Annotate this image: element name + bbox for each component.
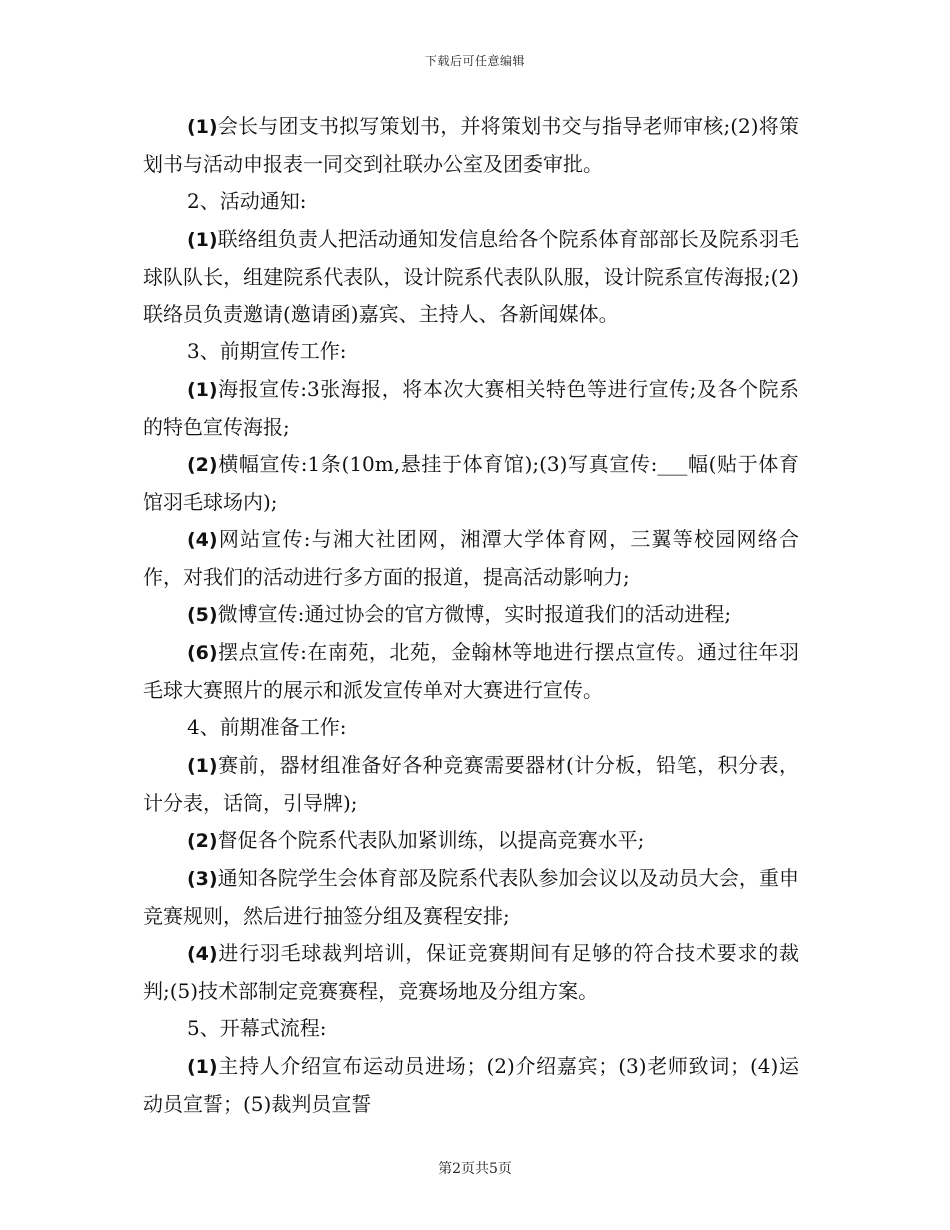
document-body: [143, 108, 799, 1123]
paragraph: [143, 634, 799, 709]
paragraph-text: 海报宣传:3张海报，将本次大赛相关特色等进行宣传;及各个院系的特色宣传海报;: [143, 377, 799, 439]
paragraph: [143, 596, 799, 634]
item-number: (4): [187, 943, 218, 965]
paragraph-text: 联络组负责人把活动通知发信息给各个院系体育部部长及院系羽毛球队队长，组建院系代表队，设计院系代表队队服，设计院系宣传海报;(2)联络员负责邀请(邀请函)嘉宾、主持人、各新闻媒体。: [143, 227, 799, 326]
page-number: 第2页共5页: [438, 1161, 512, 1177]
section-heading: [143, 183, 799, 221]
item-number: (4): [187, 529, 218, 551]
paragraph-text: 微博宣传:通过协会的官方微博，实时报道我们的活动进程;: [217, 602, 732, 626]
item-number: (2): [187, 454, 218, 476]
paragraph: [143, 108, 799, 183]
paragraph: [143, 221, 799, 333]
paragraph-text: 3、前期宣传工作:: [187, 339, 347, 363]
paragraph-text: 督促各个院系代表队加紧训练，以提高竞赛水平;: [217, 828, 645, 852]
paragraph: [143, 935, 799, 1010]
item-number: (1): [187, 1056, 218, 1078]
item-number: (1): [187, 755, 218, 777]
item-number: (1): [187, 116, 218, 138]
paragraph-text: 摆点宣传:在南苑，北苑，金翰林等地进行摆点宣传。通过往年羽毛球大赛照片的展示和派发宣传单对大赛进行宣传。: [143, 640, 799, 702]
paragraph-text: 会长与团支书拟写策划书，并将策划书交与指导老师审核;(2)将策划书与活动申报表一同交到社联办公室及团委审批。: [143, 114, 799, 176]
section-heading: [143, 1010, 799, 1048]
paragraph: [143, 1048, 799, 1123]
paragraph-text: 5、开幕式流程:: [187, 1016, 327, 1040]
paragraph-text: 2、活动通知:: [187, 189, 307, 213]
paragraph: [143, 747, 799, 822]
section-heading: [143, 709, 799, 747]
paragraph-text: 主持人介绍宣布运动员进场；(2)介绍嘉宾；(3)老师致词；(4)运动员宣誓；(5)裁判员宣誓: [143, 1054, 799, 1116]
paragraph: [143, 371, 799, 446]
page-header: 下载后可任意编辑: [424, 54, 525, 68]
paragraph-text: 进行羽毛球裁判培训，保证竞赛期间有足够的符合技术要求的裁判;(5)技术部制定竞赛赛程，竞赛场地及分组方案。: [143, 941, 799, 1003]
section-heading: [143, 333, 799, 371]
item-number: (5): [187, 604, 218, 626]
paragraph-text: 赛前，器材组准备好各种竞赛需要器材(计分板，铅笔，积分表，计分表，话筒，引导牌);: [143, 753, 799, 815]
item-number: (3): [187, 868, 218, 890]
item-number: (1): [187, 229, 218, 251]
paragraph-text: 通知各院学生会体育部及院系代表队参加会议以及动员大会，重申竞赛规则，然后进行抽签分组及赛程安排;: [143, 866, 799, 928]
paragraph: [143, 521, 799, 596]
item-number: (6): [187, 642, 218, 664]
item-number: (2): [187, 830, 218, 852]
paragraph: [143, 822, 799, 860]
item-number: (1): [187, 379, 218, 401]
paragraph-text: 4、前期准备工作:: [187, 715, 347, 739]
paragraph: [143, 446, 799, 521]
paragraph-text: 网站宣传:与湘大社团网，湘潭大学体育网，三翼等校园网络合作，对我们的活动进行多方面的报道，提高活动影响力;: [143, 527, 799, 589]
paragraph-text: 横幅宣传:1条(10m,悬挂于体育馆);(3)写真宣传:___幅(贴于体育馆羽毛球场内);: [143, 452, 799, 514]
paragraph: [143, 860, 799, 935]
